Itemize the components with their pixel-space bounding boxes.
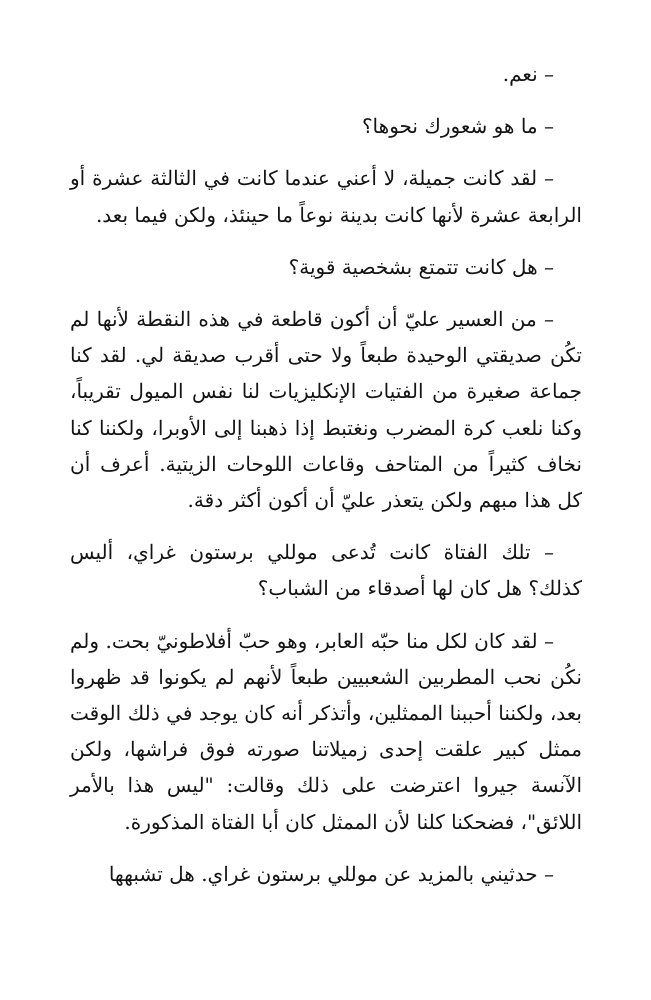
paragraph-4: – هل كانت تتمتع بشخصية قوية؟ [288,254,554,279]
paragraph-1: – نعم. [502,62,554,86]
document-page [70,56,582,908]
paragraph-8: – حدثيني بالمزيد عن موللي برستون غراي. هل تشبهها [108,861,554,886]
paragraph-2: – ما هو شعورك نحوها؟ [361,114,554,139]
paragraph-3: – لقد كانت جميلة، لا أعني عندما كانت في الثالثة عشرة أو الرابعة عشرة لأنها كانت بدينة نوعاً ما حينئذ، ولكن فيما بعد. [70,166,582,227]
paragraph-5: – من العسير عليّ أن أكون قاطعة في هذه النقطة لأنها لم تكُن صديقتي الوحيدة طبعاً ولا حتى أقرب صديقة لي. لقد كنا جماعة صغيرة من الفتيات الإنكليزيات لنا نفس الميول تقريباً، وكنا نلعب كرة المضرب ونغتبط إذا ذهبنا إلى الأوبرا، ولكننا كنا نخاف كثيراً من المتاحف وقاعات اللوحات الزيتية. أعرف أن كل هذا مبهم ولكن يتعذر عليّ أن أكون أكثر دقة. [70,307,582,513]
paragraph-7: – لقد كان لكل منا حبّه العابر، وهو حبّ أفلاطونيّ بحت. ولم نكُن نحب المطربين الشعبيين طبعاً لأنهم لم يكونوا قد ظهروا بعد، ولكننا أحببنا الممثلين، وأتذكر أنه كان يوجد في ذلك الوقت ممثل كبير علقت إحدى زميلاتنا صورته فوق فراشها، ولكن الآنسة جيروا اعترضت على ذلك وقالت: "ليس هذا بالأمر اللائق"، فضحكنا كلنا لأن الممثل كان أبا الفتاة المذكورة. [70,628,582,834]
paragraph-6: – تلك الفتاة كانت تُدعى موللي برستون غراي، أليس كذلك؟ هل كان لها أصدقاء من الشباب؟ [70,540,582,601]
